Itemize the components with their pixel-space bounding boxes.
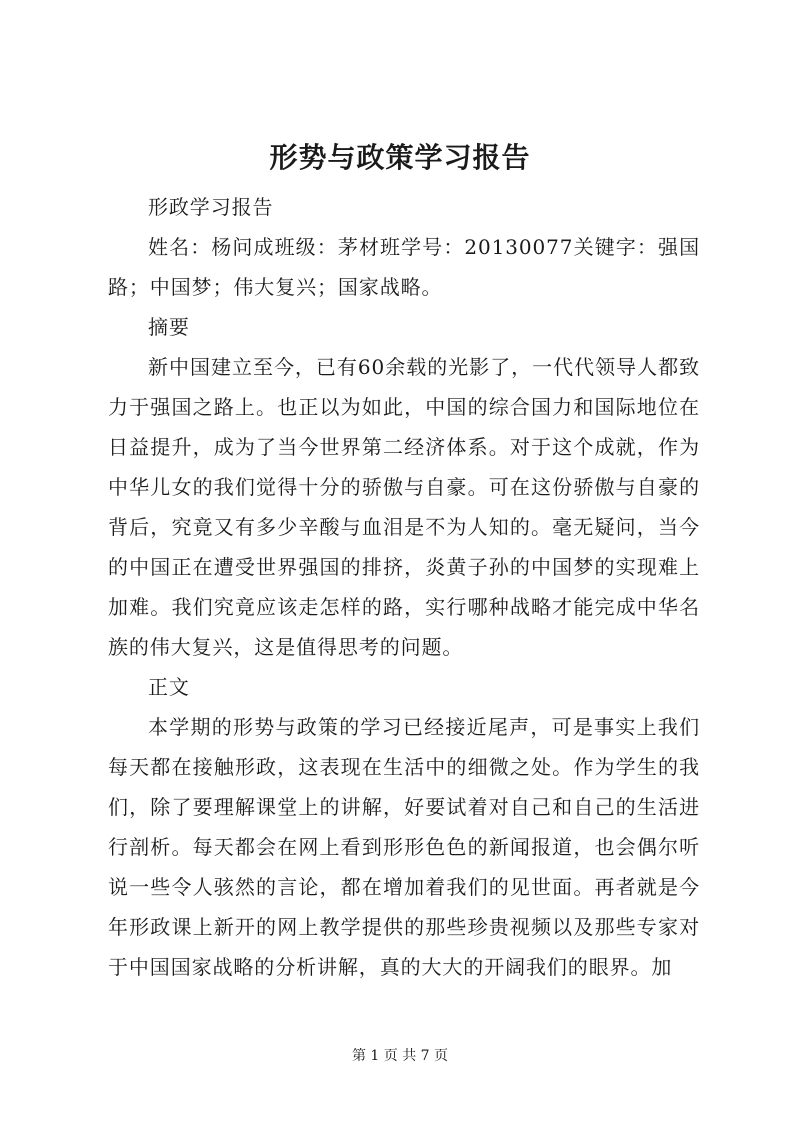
paragraph-body-heading: 正文 xyxy=(148,675,190,699)
paragraph-subtitle: 形政学习报告 xyxy=(148,195,274,219)
paragraph-abstract: 新中国建立至今，已有60余载的光影了，一代代领导人都致力于强国之路上。也正以为如此，中国的综合国力和国际地位在日益提升，成为了当今世界第二经济体系。对于这个成就，作为中华儿女的我们觉得十分的骄傲与自豪。可在这份骄傲与自豪的背后，究竟又有多少辛酸与血泪是不为人知的。毫无疑问，当今的中国正在遭受世界强国的排挤，炎黄子孙的中国梦的实现难上加难。我们究竟应该走怎样的路，实行哪种战略才能完成中华名族的伟大复兴，这是值得思考的问题。 xyxy=(108,355,700,659)
page-footer: 第 1 页 共 7 页 xyxy=(351,1048,449,1064)
paragraph-author-info: 姓名：杨问成班级：茅材班学号：20130077关键字：强国路；中国梦；伟大复兴；国家战略。 xyxy=(108,235,700,299)
paragraph-body: 本学期的形势与政策的学习已经接近尾声，可是事实上我们每天都在接触形政，这表现在生活中的细微之处。作为学生的我们，除了要理解课堂上的讲解，好要试着对自己和自己的生活进行剖析。每天都会在网上看到形形色色的新闻报道，也会偶尔听说一些令人骇然的言论，都在增加着我们的见世面。再者就是今年形政课上新开的网上教学提供的那些珍贵视频以及那些专家对于中国国家战略的分析讲解，真的大大的开阔我们的眼界。加 xyxy=(108,715,700,979)
paragraph-abstract-heading: 摘要 xyxy=(148,315,190,339)
page-title: 形势与政策学习报告 xyxy=(269,141,531,174)
document-body xyxy=(108,187,700,987)
